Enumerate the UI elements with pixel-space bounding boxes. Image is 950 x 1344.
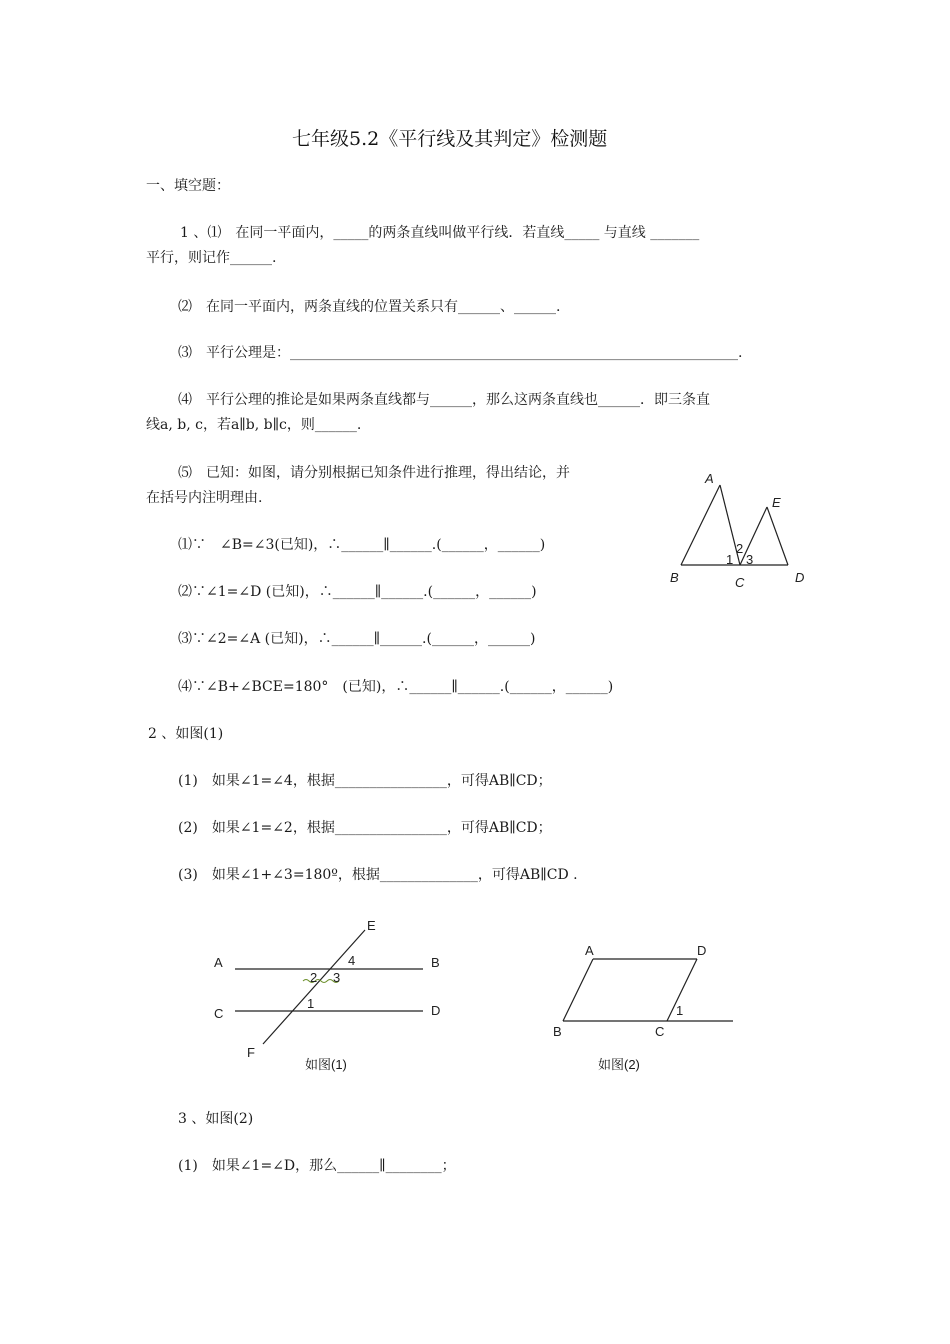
label-angle-1: 1: [307, 996, 315, 1011]
q1-p1-line2: 平行，则记作______.: [146, 250, 277, 266]
label-E: E: [367, 918, 376, 933]
label-angle-1: 1: [726, 552, 734, 567]
figure-2-caption: 如图(2): [598, 1057, 640, 1072]
label-angle-2: 2: [736, 541, 744, 556]
label-A: A: [585, 943, 594, 958]
q1-reason-1: ⑴∵ ∠B=∠3(已知)，∴______∥______.(______，______): [178, 537, 546, 553]
label-E: E: [772, 495, 781, 510]
label-C: C: [655, 1024, 665, 1039]
q1-p4-line2: 线a, b, c，若a∥b, b∥c，则______.: [146, 417, 362, 433]
label-C: C: [735, 575, 745, 590]
label-D: D: [431, 1003, 441, 1018]
q1-reason-3: ⑶∵∠2=∠A (已知)，∴______∥______.(______，______): [178, 631, 536, 647]
q1-p4-line1: ⑷ 平行公理的推论是如果两条直线都与______，那么这两条直线也______．即三条直: [178, 392, 710, 408]
label-B: B: [553, 1024, 562, 1039]
label-angle-2: 2: [310, 970, 318, 985]
q1-p1-line1: 1 、⑴ 在同一平面内，_____的两条直线叫做平行线．若直线_____ 与直线 _______: [180, 225, 700, 241]
q2-item-3: (3) 如果∠1+∠3=180º，根据______________，可得AB∥CD .: [178, 867, 578, 883]
label-B: B: [431, 955, 440, 970]
figure-2: [545, 935, 745, 1045]
label-angle-3: 3: [333, 970, 341, 985]
label-A: A: [214, 955, 223, 970]
q3-item-1: (1) 如果∠1=∠D，那么______∥________；: [178, 1158, 456, 1174]
q1-p3: ⑶ 平行公理是：________________________________________________________________.: [178, 345, 743, 361]
label-angle-4: 4: [348, 953, 356, 968]
label-D: D: [697, 943, 707, 958]
q1-p5-line2: 在括号内注明理由.: [146, 490, 263, 506]
q1-reason-2: ⑵∵∠1=∠D (已知)，∴______∥______.(______，______): [178, 584, 537, 600]
section-heading: 一、填空题：: [146, 178, 230, 194]
label-A: A: [705, 471, 714, 486]
page-title: 七年级5.2《平行线及其判定》检测题: [292, 128, 608, 150]
figure-1-caption: 如图(1): [305, 1057, 347, 1072]
label-F: F: [247, 1045, 255, 1060]
q1-reason-4: ⑷∵∠B+∠BCE=180° (已知)，∴______∥______.(______，______): [178, 679, 614, 695]
label-C: C: [214, 1006, 224, 1021]
label-angle-1: 1: [676, 1003, 684, 1018]
q3-heading: 3 、如图(2): [178, 1111, 254, 1127]
q2-item-1: (1) 如果∠1=∠4，根据________________，可得AB∥CD；: [178, 773, 552, 789]
q1-p5-line1: ⑸ 已知：如图，请分别根据已知条件进行推理，得出结论，并: [178, 465, 570, 481]
q2-heading: 2 、如图(1): [148, 726, 224, 742]
q1-p2: ⑵ 在同一平面内，两条直线的位置关系只有______、______.: [178, 299, 561, 315]
q2-item-2: (2) 如果∠1=∠2，根据________________，可得AB∥CD；: [178, 820, 552, 836]
label-B: B: [670, 570, 679, 585]
triangles-figure: [660, 465, 820, 595]
label-D: D: [795, 570, 805, 585]
label-angle-3: 3: [746, 552, 754, 567]
